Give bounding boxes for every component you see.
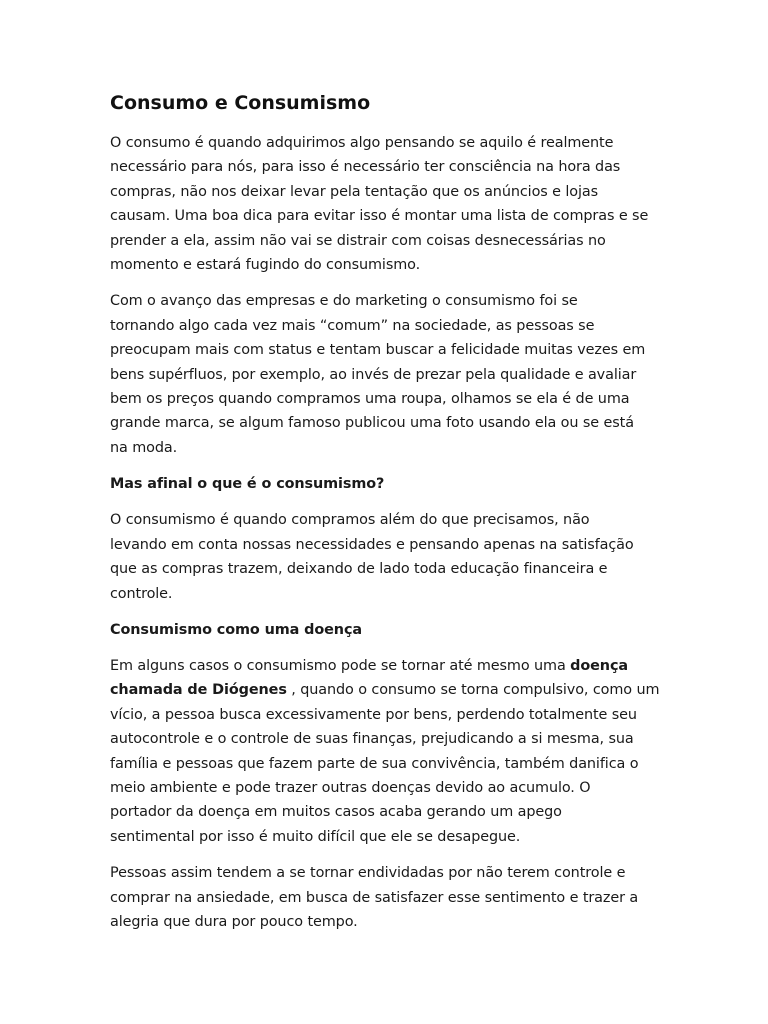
text-line: O consumismo é quando compramos além do que precisamos, não [110, 512, 590, 529]
text-fragment: , quando o consumo se torna compulsivo, como um [286, 682, 660, 699]
document-page [110, 90, 670, 946]
text-line: meio ambiente e pode trazer outras doenças devido ao acumulo. O [110, 779, 591, 796]
text-line: sentimental por isso é muito difícil que ele se desapegue. [110, 828, 521, 845]
text-line: na moda. [110, 439, 178, 456]
text-line [110, 678, 670, 702]
text-line: grande marca, se algum famoso publicou uma foto usando ela ou se está [110, 415, 634, 432]
text-line: tornando algo cada vez mais “comum” na sociedade, as pessoas se [110, 317, 595, 334]
text-line: alegria que dura por pouco tempo. [110, 913, 358, 930]
paragraph-definicao [110, 508, 670, 606]
text-line: que as compras trazem, deixando de lado toda educação financeira e [110, 561, 608, 578]
text-line: compras, não nos deixar levar pela tentação que os anúncios e lojas [110, 183, 598, 200]
paragraph-marketing [110, 289, 670, 460]
text-line: O consumo é quando adquirimos algo pensando se aquilo é realmente [110, 135, 614, 151]
paragraph-doenca [110, 654, 670, 849]
text-line: comprar na ansiedade, em busca de satisfazer esse sentimento e trazer a [110, 889, 639, 906]
text-line: bem os preços quando compramos uma roupa, olhamos se ela é de uma [110, 391, 630, 408]
text-line: Pessoas assim tendem a se tornar endividadas por não terem controle e [110, 865, 626, 882]
text-line: Com o avanço das empresas e do marketing o consumismo foi se [110, 293, 578, 310]
text-line: preocupam mais com status e tentam buscar a felicidade muitas vezes em [110, 342, 646, 359]
text-line: prender a ela, assim não vai se distrair com coisas desnecessárias no [110, 232, 606, 249]
bold-term: doença [570, 657, 628, 674]
text-fragment: Em alguns casos o consumismo pode se tornar até mesmo uma [110, 657, 571, 674]
text-line: bens supérfluos, por exemplo, ao invés de prezar pela qualidade e avaliar [110, 366, 637, 383]
text-line: controle. [110, 585, 173, 602]
text-line: causam. Uma boa dica para evitar isso é montar uma lista de compras e se [110, 208, 649, 225]
paragraph-endividadas [110, 861, 670, 934]
text-line: família e pessoas que fazem parte de sua convivência, também danifica o [110, 755, 639, 772]
bold-term: chamada de Diógenes [110, 682, 287, 699]
text-line: vício, a pessoa busca excessivamente por bens, perdendo totalmente seu [110, 706, 637, 723]
document-title: Consumo e Consumismo [110, 92, 371, 114]
text-line: necessário para nós, para isso é necessário ter consciência na hora das [110, 159, 621, 176]
text-line: momento e estará fugindo do consumismo. [110, 257, 421, 274]
text-line [110, 654, 670, 678]
text-line: autocontrole e o controle de suas finanças, prejudicando a si mesma, sua [110, 731, 634, 748]
text-line: portador da doença em muitos casos acaba gerando um apego [110, 804, 562, 821]
paragraph-consumo [110, 131, 670, 277]
section-heading-doenca: Consumismo como uma doença [110, 621, 362, 638]
text-line: levando em conta nossas necessidades e pensando apenas na satisfação [110, 536, 634, 553]
section-heading-consumismo: Mas afinal o que é o consumismo? [110, 476, 385, 493]
